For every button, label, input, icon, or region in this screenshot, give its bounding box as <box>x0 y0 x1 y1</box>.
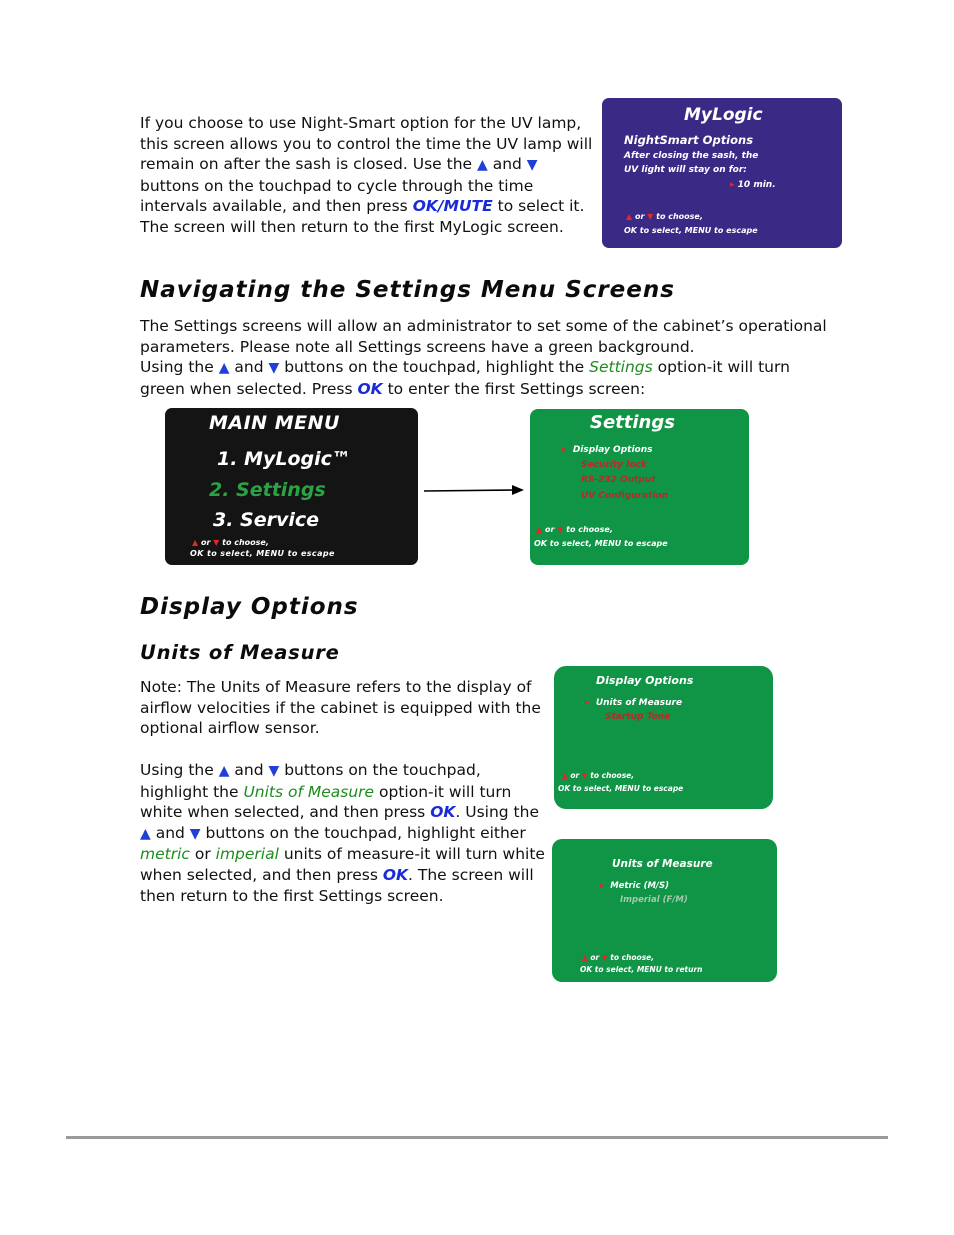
screen-footer: OK to select, MENU to escape <box>534 539 668 548</box>
settings-paragraph <box>140 316 827 399</box>
up-arrow-icon: ▲ <box>582 953 588 962</box>
up-arrow-icon: ▲ <box>562 771 568 780</box>
units-instructions-paragraph <box>140 760 545 906</box>
ok-reference: OK <box>357 379 383 398</box>
menu-item: Imperial (F/M) <box>620 895 688 905</box>
up-arrow-icon: ▲ <box>536 525 543 534</box>
up-arrow-icon: ▲ <box>626 212 633 221</box>
screen-footer: OK to select, MENU to escape <box>558 784 684 793</box>
footer-divider <box>66 1136 888 1139</box>
intro-line: intervals available, and then press OK/MUTE to select it. <box>140 197 585 216</box>
screen-hint: ▲ or ▼ to choose, <box>536 525 613 534</box>
metric-reference: metric <box>140 845 190 864</box>
menu-item: UV Configuration <box>581 491 669 501</box>
menu-item-service: 3. Service <box>213 509 320 531</box>
screen-hint: ▲ or ▼ to choose, <box>582 953 655 962</box>
down-arrow-icon: ▼ <box>213 538 220 547</box>
screen-title: Settings <box>590 412 675 433</box>
intro-line: If you choose to use Night-Smart option for the UV lamp, <box>140 114 582 132</box>
units-note-paragraph <box>140 677 541 739</box>
up-arrow-icon: ▲ <box>140 825 151 842</box>
paragraph-line: then return to the first Settings screen. <box>140 886 444 905</box>
paragraph-line: Using the ▲ and ▼ buttons on the touchpad, highlight the Settings option-it will turn <box>140 358 790 377</box>
screen-hint: ▲ or ▼ to choose, <box>562 771 635 780</box>
imperial-reference: imperial <box>215 845 279 864</box>
pointer-icon: ▸ <box>585 698 590 708</box>
paragraph-line: metric or imperial units of measure-it will turn white <box>140 845 545 864</box>
paragraph-line: The Settings screens will allow an administrator to set some of the cabinet’s operational <box>140 317 827 335</box>
menu-item-mylogic: 1. MyLogic™ <box>217 448 351 470</box>
down-arrow-icon: ▼ <box>557 525 564 534</box>
screen-footer: OK to select, MENU to escape <box>190 549 335 558</box>
screen-title: MAIN MENU <box>209 412 340 434</box>
up-arrow-icon: ▲ <box>477 157 488 174</box>
paragraph-line: parameters. Please note all Settings screens have a green background. <box>140 337 695 356</box>
screen-hint: ▲ or ▼ to choose, <box>626 212 703 221</box>
up-arrow-icon: ▲ <box>218 763 230 779</box>
settings-reference: Settings <box>589 358 653 377</box>
section-heading: Navigating the Settings Menu Screens <box>140 277 675 303</box>
paragraph-line: Using the ▲ and ▼ buttons on the touchpad, <box>140 761 481 779</box>
intro-line: The screen will then return to the first MyLogic screen. <box>140 217 564 236</box>
paragraph-line: ▲ and ▼ buttons on the touchpad, highlight either <box>140 823 526 842</box>
pointer-icon: ▸ <box>600 881 605 891</box>
screen-title: Units of Measure <box>612 858 713 870</box>
menu-item: Startup Tone <box>605 712 671 722</box>
screen-text: After closing the sash, the <box>624 151 759 161</box>
units-of-measure-screen <box>552 839 777 982</box>
screen-subtitle: NightSmart Options <box>624 133 754 147</box>
paragraph-line: when selected, and then press OK. The screen will <box>140 865 534 884</box>
down-arrow-icon: ▼ <box>268 360 280 377</box>
screen-footer: OK to select, MENU to escape <box>624 226 758 235</box>
main-menu-screen <box>165 408 418 565</box>
section-heading: Display Options <box>140 594 359 620</box>
down-arrow-icon: ▼ <box>189 825 201 842</box>
ok-reference: OK <box>382 865 409 884</box>
down-arrow-icon: ▼ <box>581 771 588 780</box>
menu-item: RS-232 Output <box>581 475 656 485</box>
units-of-measure-reference: Units of Measure <box>243 782 375 801</box>
selected-item: ▸ Metric (M/S) <box>600 881 670 891</box>
intro-paragraph <box>140 113 592 238</box>
paragraph-line: airflow velocities if the cabinet is equipped with the <box>140 698 541 717</box>
screen-footer: OK to select, MENU to return <box>580 965 703 974</box>
down-arrow-icon: ▼ <box>526 157 538 174</box>
intro-line: buttons on the touchpad to cycle through the time <box>140 176 534 195</box>
selected-item: ▸ Display Options <box>562 445 653 455</box>
menu-item: Security lock <box>581 460 647 470</box>
selected-item: ▸ Units of Measure <box>585 698 683 708</box>
selected-value: ▸ 10 min. <box>730 180 776 190</box>
screen-hint: ▲ or ▼ to choose, <box>192 538 269 547</box>
down-arrow-icon: ▼ <box>268 763 280 779</box>
paragraph-line: Note: The Units of Measure refers to the display of <box>140 678 532 696</box>
screen-title: MyLogic <box>684 105 763 125</box>
down-arrow-icon: ▼ <box>601 953 608 962</box>
settings-screen <box>530 409 749 565</box>
ok-reference: OK <box>430 803 456 822</box>
screen-title: Display Options <box>596 674 694 687</box>
transition-arrow-icon <box>424 482 526 498</box>
intro-line: this screen allows you to control the time the UV lamp will <box>140 134 593 153</box>
menu-item-settings: 2. Settings <box>209 479 326 501</box>
up-arrow-icon: ▲ <box>192 538 199 547</box>
paragraph-line: highlight the Units of Measure option-it will turn <box>140 782 512 801</box>
up-arrow-icon: ▲ <box>218 360 230 377</box>
pointer-icon: ▸ <box>730 180 735 190</box>
paragraph-line: optional airflow sensor. <box>140 719 320 738</box>
pointer-icon: ▸ <box>562 445 567 455</box>
screen-text: UV light will stay on for: <box>624 165 747 175</box>
paragraph-line: white when selected, and then press OK. Using the <box>140 803 539 822</box>
mylogic-nightsmart-screen <box>602 98 842 248</box>
display-options-screen <box>554 666 773 809</box>
intro-line: remain on after the sash is closed. Use the ▲ and ▼ <box>140 155 538 174</box>
down-arrow-icon: ▼ <box>647 212 654 221</box>
paragraph-line: green when selected. Press OK to enter the first Settings screen: <box>140 379 646 398</box>
ok-mute-reference: OK/MUTE <box>412 197 493 216</box>
subsection-heading: Units of Measure <box>140 641 340 664</box>
